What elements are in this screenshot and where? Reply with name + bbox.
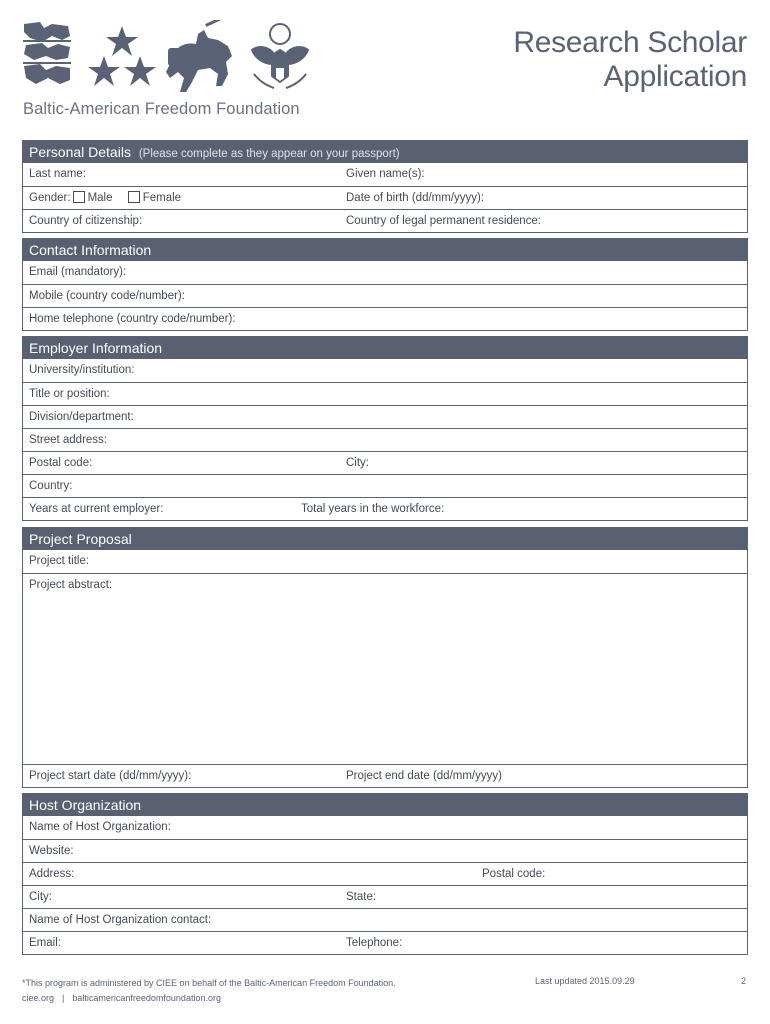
- host-contact-field[interactable]: Name of Host Organization contact:: [29, 914, 212, 926]
- form-row: [23, 908, 747, 931]
- host-website-field[interactable]: Website:: [29, 845, 74, 857]
- division-field[interactable]: Division/department:: [29, 411, 134, 423]
- form-row: [23, 261, 747, 284]
- host-email-field[interactable]: Email:: [29, 937, 61, 949]
- section-heading: [23, 141, 747, 163]
- form-row: [23, 186, 747, 209]
- title-field[interactable]: Title or position:: [29, 388, 110, 400]
- host-heading: Host Organization: [23, 794, 747, 816]
- footer-divider: |: [62, 993, 65, 1003]
- title-line-1: Research Scholar: [513, 26, 747, 59]
- host-section: [22, 793, 748, 955]
- male-label: Male: [87, 192, 113, 204]
- last-name-field[interactable]: Last name:: [29, 168, 86, 180]
- form-row: [23, 816, 747, 839]
- project-heading: Project Proposal: [23, 528, 747, 550]
- form-row: [23, 163, 747, 186]
- form-row: [23, 359, 747, 382]
- dob-field[interactable]: Date of birth (dd/mm/yyyy):: [346, 192, 485, 204]
- gender-group: [29, 187, 181, 209]
- form-row: [23, 428, 747, 451]
- employer-postal-field[interactable]: Postal code:: [29, 457, 93, 469]
- footer-left: [22, 976, 396, 1006]
- form-row: [23, 405, 747, 428]
- employer-city-field[interactable]: City:: [346, 457, 369, 469]
- foundation-name: Baltic-American Freedom Foundation: [23, 100, 300, 118]
- email-field[interactable]: Email (mandatory):: [29, 266, 127, 278]
- ciee-link[interactable]: ciee.org: [22, 993, 55, 1003]
- project-abstract-field[interactable]: Project abstract:: [29, 579, 113, 591]
- contact-section: [22, 238, 748, 331]
- citizenship-field[interactable]: Country of citizenship:: [29, 215, 143, 227]
- project-section: [22, 527, 748, 788]
- form-row: [23, 474, 747, 497]
- personal-subheading: (Please complete as they appear on your passport): [138, 148, 400, 160]
- female-label: Female: [142, 192, 182, 204]
- personal-details-section: [22, 140, 748, 233]
- male-checkbox[interactable]: [73, 191, 85, 203]
- page-number: 2: [741, 976, 747, 986]
- employer-section: [22, 336, 748, 521]
- form-row: [23, 862, 747, 885]
- us-great-seal-emblem: [252, 24, 308, 88]
- form-row: [23, 885, 747, 908]
- contact-heading: Contact Information: [23, 239, 747, 261]
- latvia-lions-emblem: [23, 22, 71, 84]
- form-row: [23, 451, 747, 474]
- form-row: [23, 573, 747, 764]
- form-row: [23, 497, 747, 520]
- form-row: [23, 764, 747, 787]
- host-telephone-field[interactable]: Telephone:: [346, 937, 403, 949]
- years-total-field[interactable]: Total years in the workforce:: [301, 503, 445, 515]
- street-field[interactable]: Street address:: [29, 434, 107, 446]
- female-checkbox[interactable]: [128, 191, 140, 203]
- given-names-field[interactable]: Given name(s):: [346, 168, 425, 180]
- host-name-field[interactable]: Name of Host Organization:: [29, 821, 171, 833]
- employer-country-field[interactable]: Country:: [29, 480, 73, 492]
- title-line-2: Application: [603, 60, 747, 93]
- form-row: [23, 209, 747, 232]
- form-row: [23, 931, 747, 954]
- form-row: [23, 839, 747, 862]
- host-city-field[interactable]: City:: [29, 891, 52, 903]
- host-postal-field[interactable]: Postal code:: [482, 868, 546, 880]
- employer-heading: Employer Information: [23, 337, 747, 359]
- foundation-link[interactable]: balticamericanfreedomfoundation.org: [72, 993, 221, 1003]
- form-row: [23, 382, 747, 405]
- form-row: [23, 550, 747, 573]
- footer-links: [22, 991, 396, 1006]
- project-start-field[interactable]: Project start date (dd/mm/yyyy):: [29, 770, 192, 782]
- host-address-field[interactable]: Address:: [29, 868, 75, 880]
- footer-note: *This program is administered by CIEE on behalf of the Baltic-American Freedom Foundation.: [22, 978, 396, 988]
- gender-label: Gender:: [29, 192, 71, 204]
- personal-heading: Personal Details: [29, 144, 131, 160]
- project-title-field[interactable]: Project title:: [29, 555, 90, 567]
- form-row: [23, 284, 747, 307]
- home-phone-field[interactable]: Home telephone (country code/number):: [29, 313, 236, 325]
- three-stars-emblem: [88, 26, 156, 86]
- host-state-field[interactable]: State:: [346, 891, 377, 903]
- years-current-field[interactable]: Years at current employer:: [29, 503, 164, 515]
- page-title: [513, 26, 747, 94]
- university-field[interactable]: University/institution:: [29, 364, 135, 376]
- residence-field[interactable]: Country of legal permanent residence:: [346, 215, 541, 227]
- form-row: [23, 307, 747, 330]
- mobile-field[interactable]: Mobile (country code/number):: [29, 290, 185, 302]
- header-logos: [22, 20, 312, 95]
- project-end-field[interactable]: Project end date (dd/mm/yyyy): [346, 770, 502, 782]
- lithuania-vytis-emblem: [166, 20, 234, 92]
- last-updated: Last updated 2015.09.29: [535, 976, 635, 986]
